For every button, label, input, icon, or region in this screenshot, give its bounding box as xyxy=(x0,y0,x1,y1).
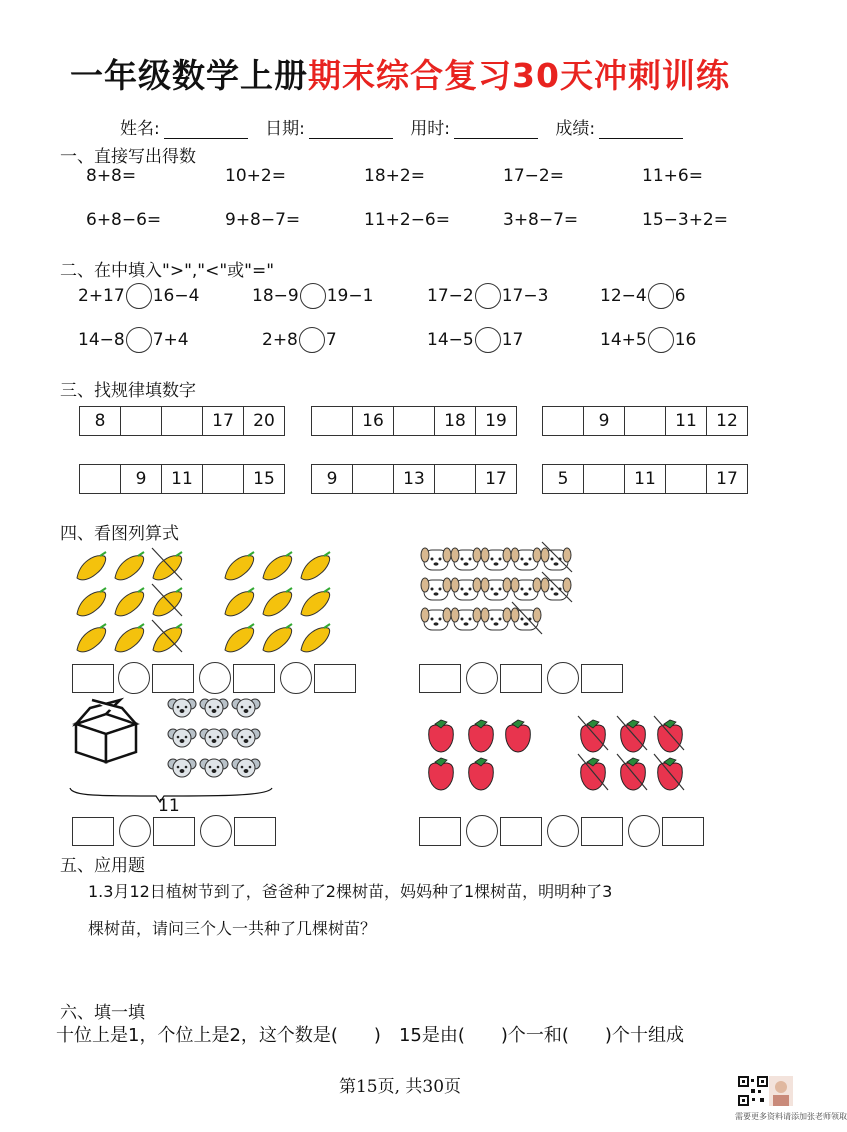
sequence-cell[interactable]: 15 xyxy=(253,469,275,489)
answer-box[interactable] xyxy=(581,664,623,693)
sequence-cell[interactable]: 17 xyxy=(485,469,507,489)
sequence-row xyxy=(311,464,517,494)
calc-item: 10+2= xyxy=(225,166,286,186)
page-title: 一年级数学上册期末综合复习30天冲刺训练 xyxy=(70,56,730,95)
compare-circle[interactable] xyxy=(299,327,325,353)
compare-item: 2+17 16−4 xyxy=(78,283,199,309)
section-5-heading: 五、应用题 xyxy=(60,856,145,876)
sequence-cell[interactable]: 12 xyxy=(716,411,738,431)
sequence-cell[interactable] xyxy=(203,465,244,493)
compare-item: 17−2 17−3 xyxy=(427,283,548,309)
sequence-cell[interactable] xyxy=(162,407,203,435)
operator-circle[interactable] xyxy=(466,815,498,847)
brace-label: 11 xyxy=(158,796,180,816)
sequence-cell[interactable]: 5 xyxy=(543,465,584,493)
calc-item: 9+8−7= xyxy=(225,210,301,230)
sequence-cell[interactable]: 11 xyxy=(162,465,203,493)
operator-circle[interactable] xyxy=(547,815,579,847)
qr-code-icon xyxy=(738,1076,768,1106)
operator-circle[interactable] xyxy=(118,662,150,694)
sequence-cell[interactable] xyxy=(666,465,707,493)
sequence-cell[interactable] xyxy=(625,407,666,435)
score-label: 成绩: xyxy=(555,119,596,139)
sequence-cell[interactable] xyxy=(435,465,476,493)
apple-icon xyxy=(429,716,684,790)
sequence-cell[interactable]: 11 xyxy=(666,407,707,435)
compare-circle[interactable] xyxy=(475,283,501,309)
compare-item: 12−4 6 xyxy=(600,283,686,309)
section-3-heading: 三、找规律填数字 xyxy=(60,381,196,401)
operator-circle[interactable] xyxy=(466,662,498,694)
footer-note: 需要更多资料请添加张老师领取 xyxy=(735,1112,847,1121)
section-6-heading: 六、填一填 xyxy=(60,1003,145,1023)
compare-item: 18−9 19−1 xyxy=(252,283,373,309)
sequence-row xyxy=(542,406,748,436)
answer-box[interactable] xyxy=(72,664,114,693)
score-blank[interactable] xyxy=(599,122,683,139)
answer-box[interactable] xyxy=(419,664,461,693)
compare-circle[interactable] xyxy=(126,283,152,309)
sequence-cell[interactable]: 13 xyxy=(394,465,435,493)
calc-item: 3+8−7= xyxy=(503,210,579,230)
sequence-cell[interactable] xyxy=(312,407,353,435)
sequence-cell[interactable]: 20 xyxy=(253,411,275,431)
sequence-cell[interactable] xyxy=(584,465,625,493)
sequence-cell[interactable]: 18 xyxy=(435,407,476,435)
section-2-heading: 二、在中填入">","<"或"=" xyxy=(60,261,275,281)
compare-item: 14+5 16 xyxy=(600,327,696,353)
box-icon xyxy=(76,700,136,762)
sequence-cell[interactable]: 9 xyxy=(584,407,625,435)
answer-box[interactable] xyxy=(581,817,623,846)
compare-circle[interactable] xyxy=(475,327,501,353)
calc-item: 11+6= xyxy=(642,166,703,186)
calc-item: 15−3+2= xyxy=(642,210,728,230)
page-number: 第15页, 共30页 xyxy=(338,1077,462,1097)
operator-circle[interactable] xyxy=(119,815,151,847)
name-label: 姓名: xyxy=(120,119,160,139)
calc-item: 18+2= xyxy=(364,166,425,186)
date-blank[interactable] xyxy=(309,122,393,139)
time-label: 用时: xyxy=(410,119,451,139)
sequence-cell[interactable]: 17 xyxy=(716,469,738,489)
compare-item: 14−8 7+4 xyxy=(78,327,189,353)
answer-box[interactable] xyxy=(419,817,461,846)
sequence-cell[interactable]: 9 xyxy=(312,465,353,493)
calc-item: 11+2−6= xyxy=(364,210,450,230)
section-4-heading: 四、看图列算式 xyxy=(60,524,179,544)
operator-circle[interactable] xyxy=(200,815,232,847)
answer-box[interactable] xyxy=(72,817,114,846)
sequence-cell[interactable]: 19 xyxy=(485,411,507,431)
sequence-row xyxy=(79,406,285,436)
answer-box[interactable] xyxy=(662,817,704,846)
mango-icon xyxy=(77,548,330,652)
sequence-cell[interactable] xyxy=(80,465,121,493)
sequence-cell[interactable]: 17 xyxy=(203,407,244,435)
word-problem-line-2: 棵树苗，请问三个人一共种了几棵树苗？ xyxy=(88,919,377,938)
sequence-cell[interactable] xyxy=(353,465,394,493)
dog-icon xyxy=(421,542,572,634)
avatar xyxy=(769,1076,793,1106)
calc-item: 8+8= xyxy=(86,166,137,186)
date-label: 日期: xyxy=(265,119,305,139)
compare-item: 2+8 7 xyxy=(262,327,337,353)
answer-box[interactable] xyxy=(314,664,356,693)
sequence-row xyxy=(79,464,285,494)
time-blank[interactable] xyxy=(454,122,538,139)
calc-item: 17−2= xyxy=(503,166,564,186)
sequence-row xyxy=(542,464,748,494)
operator-circle[interactable] xyxy=(199,662,231,694)
answer-box[interactable] xyxy=(153,817,195,846)
sequence-row xyxy=(311,406,517,436)
sequence-cell[interactable] xyxy=(394,407,435,435)
student-info xyxy=(120,114,695,139)
koala-icon xyxy=(168,699,260,777)
word-problem-line-1: 1.3月12日植树节到了，爸爸种了2棵树苗，妈妈种了1棵树苗，明明种了3 xyxy=(88,882,613,901)
compare-circle[interactable] xyxy=(300,283,326,309)
sequence-cell[interactable]: 16 xyxy=(353,407,394,435)
answer-box[interactable] xyxy=(500,817,542,846)
operator-circle[interactable] xyxy=(280,662,312,694)
sequence-cell[interactable] xyxy=(543,407,584,435)
compare-circle[interactable] xyxy=(648,327,674,353)
calc-item: 6+8−6= xyxy=(86,210,162,230)
sequence-cell[interactable]: 11 xyxy=(625,465,666,493)
fill-in-line: 十位上是1，个位上是2，这个数是( ) 15是由( )个一和( )个十组成 xyxy=(56,1025,684,1046)
section-1-heading: 一、直接写出得数 xyxy=(60,147,196,167)
sequence-cell[interactable] xyxy=(121,407,162,435)
operator-circle[interactable] xyxy=(547,662,579,694)
answer-box[interactable] xyxy=(233,664,275,693)
answer-box[interactable] xyxy=(152,664,194,693)
operator-circle[interactable] xyxy=(628,815,660,847)
answer-box[interactable] xyxy=(234,817,276,846)
compare-circle[interactable] xyxy=(648,283,674,309)
sequence-cell[interactable]: 8 xyxy=(80,407,121,435)
sequence-cell[interactable]: 9 xyxy=(121,465,162,493)
compare-item: 14−5 17 xyxy=(427,327,523,353)
name-blank[interactable] xyxy=(164,122,248,139)
answer-box[interactable] xyxy=(500,664,542,693)
compare-circle[interactable] xyxy=(126,327,152,353)
